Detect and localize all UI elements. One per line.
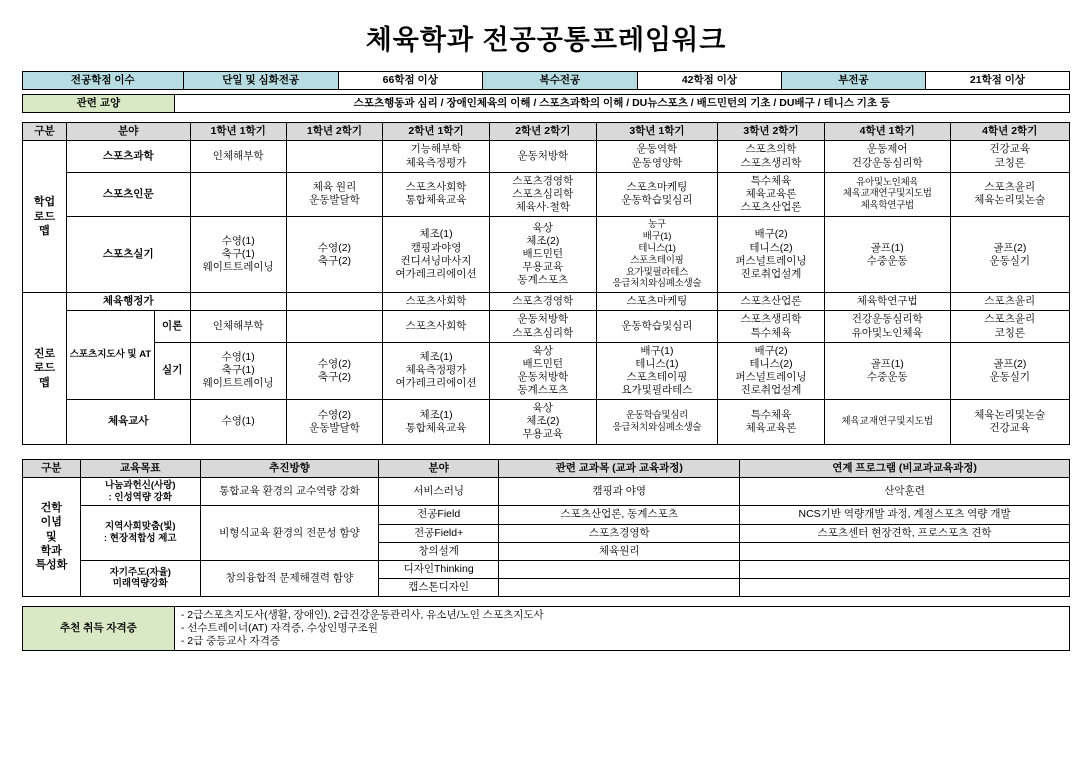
credits-item-0-value: 66학점 이상 bbox=[338, 72, 482, 90]
program-header-5: 연계 프로그램 (비교과교육과정) bbox=[740, 459, 1070, 477]
certificate-line: - 선수트레이너(AT) 자격증, 수상인명구조원 bbox=[180, 622, 378, 635]
certificates-list bbox=[174, 607, 1069, 651]
roadmap-cell-0-1 bbox=[286, 141, 382, 172]
program-subjects-0-0: 캠핑과 야영 bbox=[499, 477, 740, 506]
program-subjects-1-1: 스포츠경영학 bbox=[499, 524, 740, 542]
program-field-0-0: 서비스러닝 bbox=[378, 477, 498, 506]
roadmap-area-6: 체육교사 bbox=[66, 400, 190, 444]
roadmap-cell-6-7: 체육논리및논술 건강교육 bbox=[950, 400, 1069, 444]
roadmap-cell-1-7: 스포츠윤리 체육논리및논술 bbox=[950, 172, 1069, 216]
roadmap-cell-6-5: 특수체육 체육교육론 bbox=[718, 400, 825, 444]
program-subjects-2-1 bbox=[499, 578, 740, 596]
table-row bbox=[23, 172, 1070, 216]
roadmap-cell-6-1: 수영(2) 운동발달학 bbox=[286, 400, 382, 444]
program-goal-1: 지역사회맞춤(빛) : 현장적합성 제고 bbox=[80, 506, 200, 560]
roadmap-group-2-label: 진로 로드 맵 bbox=[23, 293, 67, 444]
roadmap-cell-5-5: 배구(2) 테니스(2) 퍼스널트레이닝 진로취업설계 bbox=[718, 342, 825, 400]
program-subjects-1-2: 체육원리 bbox=[499, 542, 740, 560]
program-field-1-0: 전공Field bbox=[378, 506, 498, 524]
roadmap-cell-2-7: 골프(2) 운동실기 bbox=[950, 217, 1069, 293]
program-programs-0-0: 산악훈련 bbox=[740, 477, 1070, 506]
roadmap-cell-6-6: 체육교재연구및지도법 bbox=[824, 400, 950, 444]
table-row bbox=[23, 560, 1070, 578]
roadmap-header-1: 분야 bbox=[66, 123, 190, 141]
roadmap-header-7: 3학년 2학기 bbox=[718, 123, 825, 141]
liberal-label: 관련 교양 bbox=[23, 95, 175, 113]
liberal-value: 스포츠행동과 심리 / 장애인체육의 이해 / 스포츠과학의 이해 / DU뉴스포츠 / 배드민턴의 기초 / DU배구 / 테니스 기초 등 bbox=[174, 95, 1069, 113]
roadmap-cell-3-3: 스포츠경영학 bbox=[489, 293, 596, 311]
roadmap-cell-2-6: 골프(1) 수중운동 bbox=[824, 217, 950, 293]
roadmap-cell-3-2: 스포츠사회학 bbox=[383, 293, 490, 311]
roadmap-cell-2-0: 수영(1) 축구(1) 웨이트트레이닝 bbox=[190, 217, 286, 293]
roadmap-cell-0-6: 운동제어 건강운동심리학 bbox=[824, 141, 950, 172]
roadmap-cell-5-3: 육상 배드민턴 운동처방학 동계스포츠 bbox=[489, 342, 596, 400]
program-direction-2: 창의융합적 문제해결력 함양 bbox=[200, 560, 378, 596]
roadmap-header-0: 구분 bbox=[23, 123, 67, 141]
roadmap-cell-1-3: 스포츠경영학 스포츠심리학 체육사·철학 bbox=[489, 172, 596, 216]
roadmap-cell-4-0: 인체해부학 bbox=[190, 311, 286, 342]
page-title: 체육학과 전공공통프레임워크 bbox=[365, 25, 727, 55]
roadmap-sub-5: 실기 bbox=[154, 342, 190, 400]
roadmap-cell-6-4: 운동학습및심리 응급처치와심폐소생술 bbox=[596, 400, 717, 444]
table-row bbox=[23, 293, 1070, 311]
program-field-1-2: 창의설계 bbox=[378, 542, 498, 560]
program-goal-0: 나눔과헌신(사랑) : 인성역량 강화 bbox=[80, 477, 200, 506]
certificates-label: 추천 취득 자격증 bbox=[23, 607, 175, 651]
program-header-2: 추진방향 bbox=[200, 459, 378, 477]
roadmap-cell-5-1: 수영(2) 축구(2) bbox=[286, 342, 382, 400]
program-field-2-1: 캡스톤디자인 bbox=[378, 578, 498, 596]
certificates-table bbox=[22, 606, 1070, 651]
credits-label: 전공학점 이수 bbox=[23, 72, 184, 90]
program-header-3: 분야 bbox=[378, 459, 498, 477]
roadmap-cell-5-7: 골프(2) 운동실기 bbox=[950, 342, 1069, 400]
program-header-row bbox=[23, 459, 1070, 477]
credits-item-1-name: 복수전공 bbox=[482, 72, 637, 90]
certificate-line: - 2급 중등교사 자격증 bbox=[180, 635, 281, 648]
roadmap-header-6: 3학년 1학기 bbox=[596, 123, 717, 141]
credits-item-0-name: 단일 및 심화전공 bbox=[183, 72, 338, 90]
roadmap-cell-1-1: 체육 원리 운동발달학 bbox=[286, 172, 382, 216]
roadmap-header-4: 2학년 1학기 bbox=[383, 123, 490, 141]
table-row bbox=[23, 400, 1070, 444]
table-row bbox=[23, 342, 1070, 400]
roadmap-cell-5-0: 수영(1) 축구(1) 웨이트트레이닝 bbox=[190, 342, 286, 400]
table-row bbox=[23, 217, 1070, 293]
roadmap-sub-4: 이론 bbox=[154, 311, 190, 342]
roadmap-header-5: 2학년 2학기 bbox=[489, 123, 596, 141]
program-goal-2: 자기주도(자율) 미래역량강화 bbox=[80, 560, 200, 596]
program-programs-2-1 bbox=[740, 578, 1070, 596]
table-row bbox=[23, 506, 1070, 524]
roadmap-cell-6-0: 수영(1) bbox=[190, 400, 286, 444]
roadmap-cell-4-3: 운동처방학 스포츠심리학 bbox=[489, 311, 596, 342]
program-direction-1: 비형식교육 환경의 전문성 함양 bbox=[200, 506, 378, 560]
roadmap-cell-3-0 bbox=[190, 293, 286, 311]
roadmap-cell-5-4: 배구(1) 테니스(1) 스포츠테이핑 요가및필라테스 bbox=[596, 342, 717, 400]
program-programs-1-0: NCS기반 역량개발 과정, 계절스포츠 역량 개발 bbox=[740, 506, 1070, 524]
roadmap-cell-4-1 bbox=[286, 311, 382, 342]
program-group-label: 건학 이념 및 학과 특성화 bbox=[23, 477, 81, 596]
credits-item-2-value: 21학점 이상 bbox=[925, 72, 1069, 90]
program-header-4: 관련 교과목 (교과 교육과정) bbox=[499, 459, 740, 477]
roadmap-header-2: 1학년 1학기 bbox=[190, 123, 286, 141]
roadmap-cell-0-7: 건강교육 코칭론 bbox=[950, 141, 1069, 172]
roadmap-cell-1-2: 스포츠사회학 통합체육교육 bbox=[383, 172, 490, 216]
roadmap-cell-6-3: 육상 체조(2) 무용교육 bbox=[489, 400, 596, 444]
document-page bbox=[0, 18, 1092, 766]
roadmap-header-row bbox=[23, 123, 1070, 141]
liberal-arts-table bbox=[22, 94, 1070, 113]
roadmap-cell-4-4: 운동학습및심리 bbox=[596, 311, 717, 342]
roadmap-cell-5-6: 골프(1) 수중운동 bbox=[824, 342, 950, 400]
table-row bbox=[23, 607, 1070, 651]
roadmap-cell-2-3: 육상 체조(2) 배드민턴 무용교육 동계스포츠 bbox=[489, 217, 596, 293]
roadmap-cell-3-1 bbox=[286, 293, 382, 311]
roadmap-cell-0-5: 스포츠의학 스포츠생리학 bbox=[718, 141, 825, 172]
roadmap-cell-0-0: 인체해부학 bbox=[190, 141, 286, 172]
program-table bbox=[22, 459, 1070, 598]
roadmap-area-1: 스포츠인문 bbox=[66, 172, 190, 216]
roadmap-header-3: 1학년 2학기 bbox=[286, 123, 382, 141]
program-header-1: 교육목표 bbox=[80, 459, 200, 477]
certificate-line: - 2급스포츠지도사(생활, 장애인), 2급건강운동관리사, 유소년/노인 스포츠지도사 bbox=[180, 609, 544, 621]
roadmap-cell-4-6: 건강운동심리학 유아및노인체육 bbox=[824, 311, 950, 342]
program-field-1-1: 전공Field+ bbox=[378, 524, 498, 542]
roadmap-cell-2-2: 체조(1) 캠핑과야영 컨디셔닝마사지 여가레크리에이션 bbox=[383, 217, 490, 293]
roadmap-cell-0-4: 운동역학 운동영양학 bbox=[596, 141, 717, 172]
table-row bbox=[23, 95, 1070, 113]
credits-table bbox=[22, 71, 1070, 90]
table-row bbox=[23, 141, 1070, 172]
roadmap-cell-4-7: 스포츠윤리 코칭론 bbox=[950, 311, 1069, 342]
roadmap-cell-6-2: 체조(1) 통합체육교육 bbox=[383, 400, 490, 444]
program-field-2-0: 디자인Thinking bbox=[378, 560, 498, 578]
roadmap-cell-1-0 bbox=[190, 172, 286, 216]
roadmap-cell-3-5: 스포츠산업론 bbox=[718, 293, 825, 311]
roadmap-cell-0-3: 운동처방학 bbox=[489, 141, 596, 172]
roadmap-cell-2-5: 배구(2) 테니스(2) 퍼스널트레이닝 진로취업설계 bbox=[718, 217, 825, 293]
roadmap-table bbox=[22, 122, 1070, 444]
roadmap-header-9: 4학년 2학기 bbox=[950, 123, 1069, 141]
program-subjects-1-0: 스포츠산업론, 동계스포츠 bbox=[499, 506, 740, 524]
roadmap-area-2: 스포츠실기 bbox=[66, 217, 190, 293]
roadmap-cell-2-4: 농구 배구(1) 테니스(1) 스포츠테이핑 요가및필라테스 응급처치와심폐소생술 bbox=[596, 217, 717, 293]
roadmap-cell-3-6: 체육학연구법 bbox=[824, 293, 950, 311]
roadmap-cell-0-2: 기능해부학 체육측정평가 bbox=[383, 141, 490, 172]
program-subjects-2-0 bbox=[499, 560, 740, 578]
roadmap-group-1-label: 학업 로드 맵 bbox=[23, 141, 67, 293]
roadmap-cell-3-4: 스포츠마케팅 bbox=[596, 293, 717, 311]
credits-item-2-name: 부전공 bbox=[781, 72, 925, 90]
roadmap-area-3: 체육행정가 bbox=[66, 293, 190, 311]
program-programs-2-0 bbox=[740, 560, 1070, 578]
roadmap-cell-5-2: 체조(1) 체육측정평가 여가레크리에이션 bbox=[383, 342, 490, 400]
table-row bbox=[23, 72, 1070, 90]
program-programs-1-2 bbox=[740, 542, 1070, 560]
credits-item-1-value: 42학점 이상 bbox=[637, 72, 781, 90]
roadmap-area-4: 스포츠지도사 및 AT bbox=[66, 311, 154, 400]
roadmap-area-0: 스포츠과학 bbox=[66, 141, 190, 172]
roadmap-cell-4-2: 스포츠사회학 bbox=[383, 311, 490, 342]
roadmap-cell-1-5: 특수체육 체육교육론 스포츠산업론 bbox=[718, 172, 825, 216]
table-row bbox=[23, 477, 1070, 506]
roadmap-cell-2-1: 수영(2) 축구(2) bbox=[286, 217, 382, 293]
program-programs-1-1: 스포츠센터 현장견학, 프로스포츠 견학 bbox=[740, 524, 1070, 542]
program-header-0: 구분 bbox=[23, 459, 81, 477]
roadmap-cell-1-6: 유아및노인체육 체육교재연구및지도법 체육학연구법 bbox=[824, 172, 950, 216]
table-row bbox=[23, 311, 1070, 342]
roadmap-cell-4-5: 스포츠생리학 특수체육 bbox=[718, 311, 825, 342]
program-direction-0: 통합교육 환경의 교수역량 강화 bbox=[200, 477, 378, 506]
roadmap-cell-1-4: 스포츠마케팅 운동학습및심리 bbox=[596, 172, 717, 216]
roadmap-header-8: 4학년 1학기 bbox=[824, 123, 950, 141]
roadmap-cell-3-7: 스포츠윤리 bbox=[950, 293, 1069, 311]
